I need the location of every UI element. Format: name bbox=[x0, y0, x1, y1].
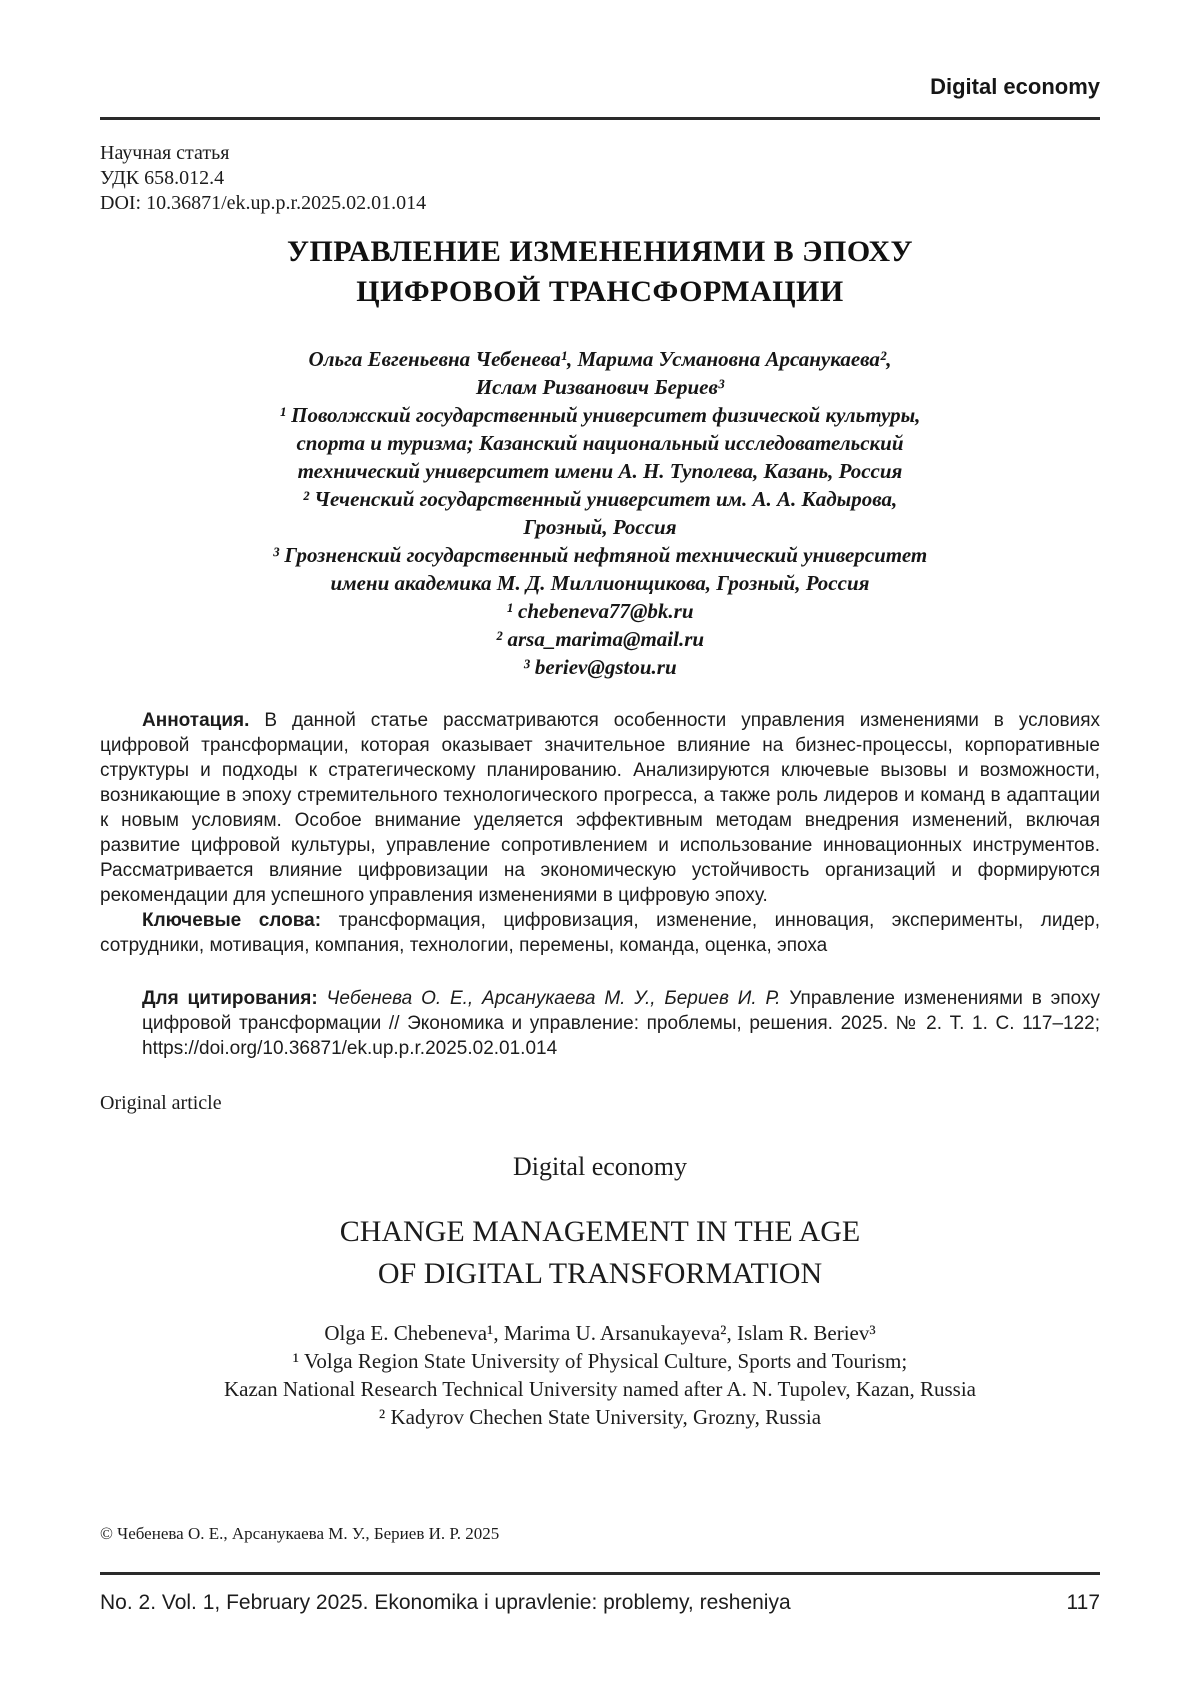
article-meta bbox=[100, 141, 1100, 216]
authors-line-english: Olga E. Chebeneva¹, Marima U. Arsanukayeva², Islam R. Beriev³ bbox=[324, 1321, 876, 1345]
affiliation-line: технический университет имени А. Н. Туполева, Казань, Россия bbox=[297, 459, 903, 483]
authors-line: Ислам Ризванович Бериев³ bbox=[475, 375, 725, 399]
author-email: ³ beriev@gstou.ru bbox=[523, 655, 677, 679]
keywords-text: трансформация, цифровизация, изменение, инновация, эксперименты, лидер, сотрудники, мотивация, компания, технологии, перемены, команда, оценка, эпоха bbox=[100, 910, 1100, 956]
abstract-text: В данной статье рассматриваются особенности управления изменениями в условиях цифровой трансформации, которая оказывает значительное влияние на бизнес-процессы, корпоративные структуры и подходы к стратегическому планированию. Анализируются ключевые вызовы и возможности, возникающие в эпоху стремительного технологического прогресса, а также роль лидеров и команд в адаптации к новым условиям. Особое внимание уделяется эффективным методам внедрения изменений, включая развитие цифровой культуры, управление сопротивлением и использование инновационных инструментов. Рассматривается влияние цифровизации на экономическую устойчивость организаций и формируются рекомендации для успешного управления изменениями в цифровую эпоху. bbox=[100, 710, 1101, 906]
abstract-label: Аннотация. bbox=[142, 710, 250, 731]
original-article-label: Original article bbox=[100, 1092, 222, 1114]
authors-line: Ольга Евгеньевна Чебенева¹, Марима Усмановна Арсанукаева², bbox=[308, 347, 892, 371]
keywords-label: Ключевые слова: bbox=[142, 910, 322, 931]
affiliation-line: спорта и туризма; Казанский национальный исследовательский bbox=[296, 431, 904, 455]
citation-paragraph bbox=[142, 986, 1100, 1061]
article-type: Научная статья bbox=[100, 142, 230, 164]
running-header bbox=[100, 74, 1100, 120]
doi-line: DOI: 10.36871/ek.up.p.r.2025.02.01.014 bbox=[100, 192, 427, 214]
citation-text: Управление изменениями в эпоху цифровой трансформации // Экономика и управление: проблемы, решения. 2025. № 2. Т. 1. С. 117–122; https://doi.org/10.36871/ek.up.p.r.2025.02.01.014 bbox=[142, 988, 1101, 1059]
udk-code: УДК 658.012.4 bbox=[100, 167, 225, 189]
affiliation-line: ³ Грозненский государственный нефтяной технический университет bbox=[272, 543, 928, 567]
title-english-line2: OF DIGITAL TRANSFORMATION bbox=[377, 1257, 823, 1290]
title-english bbox=[100, 1211, 1100, 1295]
affiliation-line-english: ² Kadyrov Chechen State University, Grozny, Russia bbox=[378, 1405, 822, 1429]
page-footer bbox=[100, 1572, 1100, 1615]
affiliation-line: Грозный, Россия bbox=[523, 515, 677, 539]
section-label-english: Digital economy bbox=[512, 1152, 687, 1181]
authors-block-english bbox=[100, 1319, 1100, 1431]
affiliation-line-english: ¹ Volga Region State University of Physical Culture, Sports and Tourism; bbox=[292, 1349, 908, 1373]
citation-authors: Чебенева О. Е., Арсанукаева М. У., Бериев И. Р. bbox=[326, 988, 781, 1009]
title-russian-line2: ЦИФРОВОЙ ТРАНСФОРМАЦИИ bbox=[356, 275, 844, 308]
footer-issue-line: No. 2. Vol. 1, February 2025. Ekonomika i upravlenie: problemy, resheniya bbox=[100, 1591, 791, 1614]
affiliation-line: ² Чеченский государственный университет им. А. А. Кадырова, bbox=[302, 487, 898, 511]
affiliation-line: ¹ Поволжский государственный университет физической культуры, bbox=[279, 403, 921, 427]
title-russian bbox=[100, 232, 1100, 312]
title-english-line1: CHANGE MANAGEMENT IN THE AGE bbox=[339, 1215, 861, 1248]
author-email: ¹ chebeneva77@bk.ru bbox=[506, 599, 694, 623]
footer-page-number: 117 bbox=[1066, 1591, 1100, 1614]
header-section-label: Digital economy bbox=[930, 74, 1100, 99]
citation-label: Для цитирования: bbox=[142, 988, 318, 1009]
affiliation-line: имени академика М. Д. Миллионщикова, Грозный, Россия bbox=[330, 571, 870, 595]
title-russian-line1: УПРАВЛЕНИЕ ИЗМЕНЕНИЯМИ В ЭПОХУ bbox=[286, 235, 914, 268]
affiliation-line-english: Kazan National Research Technical University named after A. N. Tupolev, Kazan, Russia bbox=[224, 1377, 976, 1401]
authors-block-russian bbox=[100, 345, 1100, 681]
abstract-paragraph bbox=[100, 708, 1100, 908]
author-email: ² arsa_marima@mail.ru bbox=[495, 627, 705, 651]
keywords-paragraph bbox=[100, 908, 1100, 958]
copyright-line: © Чебенева О. Е., Арсанукаева М. У., Бериев И. Р. 2025 bbox=[100, 1524, 500, 1543]
